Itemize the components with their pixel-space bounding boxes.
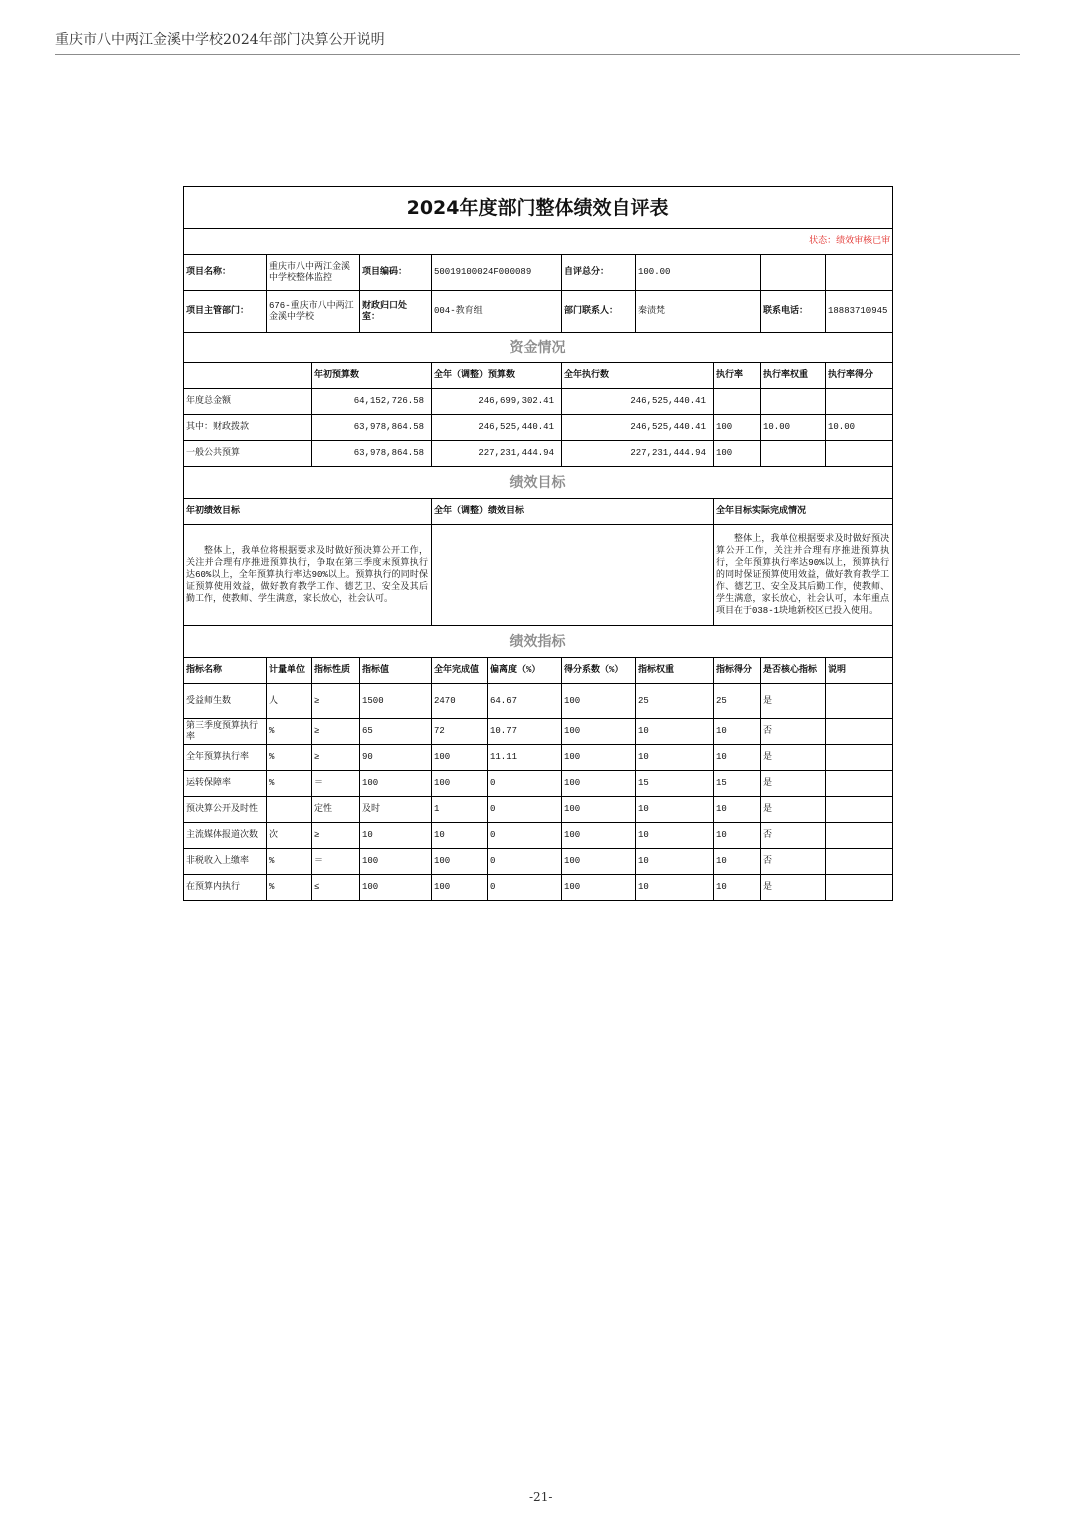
indicator-target: 100 [360, 771, 432, 797]
indicator-name: 受益师生数 [184, 684, 267, 719]
info-row [184, 255, 893, 291]
indicator-unit: % [267, 849, 312, 875]
contact-person-label: 部门联系人： [562, 291, 636, 333]
indicator-deviation: 0 [488, 875, 562, 901]
indicator-target: 90 [360, 745, 432, 771]
indicator-name: 全年预算执行率 [184, 745, 267, 771]
indicator-weight: 10 [636, 849, 714, 875]
status-row [184, 229, 893, 255]
funds-row [184, 415, 893, 441]
indicator-unit: % [267, 719, 312, 745]
indicator-nature: 定性 [312, 797, 360, 823]
funds-header-rate-weight: 执行率权重 [761, 363, 826, 389]
project-name-value: 重庆市八中两江金溪中学校整体监控 [267, 255, 360, 291]
finance-office-label: 财政归口处室： [360, 291, 432, 333]
indicator-row [184, 719, 893, 745]
funds-rate-score [826, 441, 893, 467]
indicators-header-name: 指标名称 [184, 658, 267, 684]
indicator-note [826, 823, 893, 849]
self-score-label: 自评总分： [562, 255, 636, 291]
indicator-score: 10 [714, 875, 761, 901]
self-score-value: 100.00 [636, 255, 761, 291]
indicator-deviation: 10.77 [488, 719, 562, 745]
indicator-actual: 100 [432, 771, 488, 797]
indicator-note [826, 849, 893, 875]
indicator-coefficient: 100 [562, 823, 636, 849]
empty-cell [184, 363, 312, 389]
indicator-target: 10 [360, 823, 432, 849]
funds-row-label: 一般公共预算 [184, 441, 312, 467]
funds-header-adjusted-budget: 全年（调整）预算数 [432, 363, 562, 389]
funds-row [184, 389, 893, 415]
funds-adjusted-budget: 246,699,302.41 [432, 389, 562, 415]
indicator-deviation: 0 [488, 797, 562, 823]
indicator-name: 在预算内执行 [184, 875, 267, 901]
indicators-header-actual: 全年完成值 [432, 658, 488, 684]
indicator-nature: ≥ [312, 745, 360, 771]
info-row [184, 291, 893, 333]
indicator-weight: 25 [636, 684, 714, 719]
indicator-note [826, 771, 893, 797]
indicator-name: 预决算公开及时性 [184, 797, 267, 823]
indicator-unit: % [267, 875, 312, 901]
department-value: 676-重庆市八中两江金溪中学校 [267, 291, 360, 333]
funds-header-row [184, 363, 893, 389]
funds-initial-budget: 63,978,864.58 [312, 415, 432, 441]
indicator-target: 100 [360, 849, 432, 875]
indicator-coefficient: 100 [562, 849, 636, 875]
indicator-core: 是 [761, 875, 826, 901]
indicator-weight: 10 [636, 719, 714, 745]
indicators-header-coefficient: 得分系数（%） [562, 658, 636, 684]
table-title: 2024年度部门整体绩效自评表 [184, 187, 893, 229]
indicator-deviation: 0 [488, 771, 562, 797]
indicator-row [184, 745, 893, 771]
funds-executed: 227,231,444.94 [562, 441, 714, 467]
indicator-score: 10 [714, 745, 761, 771]
indicator-row [184, 849, 893, 875]
indicator-core: 是 [761, 797, 826, 823]
indicator-actual: 100 [432, 849, 488, 875]
empty-cell [761, 255, 826, 291]
goals-adjusted-text [432, 525, 714, 626]
phone-value: 18883710945 [826, 291, 893, 333]
indicators-header-weight: 指标权重 [636, 658, 714, 684]
indicators-header-note: 说明 [826, 658, 893, 684]
indicator-actual: 1 [432, 797, 488, 823]
indicator-name: 非税收入上缴率 [184, 849, 267, 875]
indicator-note [826, 684, 893, 719]
indicator-name: 第三季度预算执行率 [184, 719, 267, 745]
indicator-core: 是 [761, 745, 826, 771]
page-number: -21- [529, 1490, 553, 1504]
indicator-score: 10 [714, 719, 761, 745]
indicator-deviation: 0 [488, 849, 562, 875]
funds-header-rate: 执行率 [714, 363, 761, 389]
indicator-target: 1500 [360, 684, 432, 719]
indicators-header-target: 指标值 [360, 658, 432, 684]
department-label: 项目主管部门： [184, 291, 267, 333]
funds-row-label: 其中：财政拨款 [184, 415, 312, 441]
funds-rate: 100 [714, 441, 761, 467]
indicator-core: 否 [761, 849, 826, 875]
funds-rate-weight [761, 389, 826, 415]
section-row [184, 333, 893, 363]
indicator-note [826, 745, 893, 771]
indicator-actual: 2470 [432, 684, 488, 719]
goals-actual-text: 整体上，我单位根据要求及时做好预决算公开工作，关注并合理有序推进预算执行，全年预算执行率达90%以上，预算执行的同时保证预算使用效益，做好教育教学工作、德艺卫、安全及其后勤工作，使教师、学生满意，家长放心，社会认可，本年重点项目在于038-1块地新校区已投入使用。 [714, 525, 893, 626]
indicator-target: 100 [360, 875, 432, 901]
indicators-header-nature: 指标性质 [312, 658, 360, 684]
indicator-actual: 72 [432, 719, 488, 745]
funds-rate: 100 [714, 415, 761, 441]
indicator-score: 10 [714, 823, 761, 849]
indicator-note [826, 797, 893, 823]
indicator-deviation: 0 [488, 823, 562, 849]
indicator-nature: ＝ [312, 771, 360, 797]
indicators-header-row [184, 658, 893, 684]
indicator-name: 运转保障率 [184, 771, 267, 797]
section-row [184, 626, 893, 658]
indicator-unit: % [267, 745, 312, 771]
funds-rate-score: 10.00 [826, 415, 893, 441]
indicator-unit: 次 [267, 823, 312, 849]
indicator-nature: ≤ [312, 875, 360, 901]
empty-cell [826, 255, 893, 291]
funds-initial-budget: 63,978,864.58 [312, 441, 432, 467]
funds-rate [714, 389, 761, 415]
goals-header-initial: 年初绩效目标 [184, 499, 432, 525]
indicators-header-deviation: 偏离度（%） [488, 658, 562, 684]
performance-self-evaluation-table [183, 186, 893, 901]
funds-executed: 246,525,440.41 [562, 415, 714, 441]
indicator-coefficient: 100 [562, 745, 636, 771]
funds-rate-weight [761, 441, 826, 467]
indicators-header-core: 是否核心指标 [761, 658, 826, 684]
indicator-coefficient: 100 [562, 719, 636, 745]
indicator-name: 主流媒体报道次数 [184, 823, 267, 849]
indicator-target: 65 [360, 719, 432, 745]
funds-adjusted-budget: 246,525,440.41 [432, 415, 562, 441]
indicator-unit [267, 797, 312, 823]
funds-executed: 246,525,440.41 [562, 389, 714, 415]
indicator-note [826, 875, 893, 901]
indicators-header-score: 指标得分 [714, 658, 761, 684]
indicator-deviation: 11.11 [488, 745, 562, 771]
goals-section-title: 绩效目标 [184, 467, 893, 499]
goals-header-adjusted: 全年（调整）绩效目标 [432, 499, 714, 525]
indicator-row [184, 875, 893, 901]
finance-office-value: 004-教育组 [432, 291, 562, 333]
indicator-row [184, 797, 893, 823]
indicator-coefficient: 100 [562, 771, 636, 797]
funds-header-rate-score: 执行率得分 [826, 363, 893, 389]
funds-header-executed: 全年执行数 [562, 363, 714, 389]
indicator-core: 是 [761, 684, 826, 719]
goals-header-row [184, 499, 893, 525]
indicator-score: 10 [714, 797, 761, 823]
indicators-section-title: 绩效指标 [184, 626, 893, 658]
indicator-target: 及时 [360, 797, 432, 823]
indicator-core: 否 [761, 823, 826, 849]
goals-content-row [184, 525, 893, 626]
status-text: 状态：绩效审核已审 [184, 229, 893, 255]
contact-person-value: 秦渍梵 [636, 291, 761, 333]
indicator-core: 是 [761, 771, 826, 797]
indicator-nature: ≥ [312, 823, 360, 849]
indicator-note [826, 719, 893, 745]
funds-header-initial-budget: 年初预算数 [312, 363, 432, 389]
indicator-actual: 100 [432, 745, 488, 771]
project-code-label: 项目编码： [360, 255, 432, 291]
indicator-actual: 100 [432, 875, 488, 901]
indicator-row [184, 684, 893, 719]
document-header-title: 重庆市八中两江金溪中学校2024年部门决算公开说明 [55, 32, 385, 48]
indicator-score: 10 [714, 849, 761, 875]
funds-row-label: 年度总金额 [184, 389, 312, 415]
funds-row [184, 441, 893, 467]
indicator-weight: 10 [636, 823, 714, 849]
indicator-coefficient: 100 [562, 684, 636, 719]
indicator-weight: 10 [636, 797, 714, 823]
funds-adjusted-budget: 227,231,444.94 [432, 441, 562, 467]
indicator-coefficient: 100 [562, 797, 636, 823]
goals-header-actual: 全年目标实际完成情况 [714, 499, 893, 525]
indicator-coefficient: 100 [562, 875, 636, 901]
project-code-value: 50019100024F000089 [432, 255, 562, 291]
indicator-score: 15 [714, 771, 761, 797]
indicator-nature: ≥ [312, 719, 360, 745]
indicator-weight: 10 [636, 875, 714, 901]
indicator-weight: 10 [636, 745, 714, 771]
indicator-score: 25 [714, 684, 761, 719]
indicator-deviation: 64.67 [488, 684, 562, 719]
header-divider [55, 54, 1020, 55]
indicator-row [184, 823, 893, 849]
indicator-unit: % [267, 771, 312, 797]
indicator-row [184, 771, 893, 797]
indicator-nature: ≥ [312, 684, 360, 719]
indicator-nature: ＝ [312, 849, 360, 875]
funds-rate-weight: 10.00 [761, 415, 826, 441]
indicator-unit: 人 [267, 684, 312, 719]
goals-initial-text: 整体上，我单位将根据要求及时做好预决算公开工作，关注并合理有序推进预算执行，争取在第三季度末预算执行达60%以上，全年预算执行率达90%以上。预算执行的同时保证预算使用效益，做好教育教学工作、德艺卫、安全及其后勤工作，使教师、学生满意，家长放心，社会认可。 [184, 525, 432, 626]
section-row [184, 467, 893, 499]
table-title-row [184, 187, 893, 229]
funds-initial-budget: 64,152,726.58 [312, 389, 432, 415]
phone-label: 联系电话： [761, 291, 826, 333]
indicator-actual: 10 [432, 823, 488, 849]
indicators-header-unit: 计量单位 [267, 658, 312, 684]
funds-rate-score [826, 389, 893, 415]
indicator-core: 否 [761, 719, 826, 745]
funds-section-title: 资金情况 [184, 333, 893, 363]
project-name-label: 项目名称： [184, 255, 267, 291]
indicator-weight: 15 [636, 771, 714, 797]
